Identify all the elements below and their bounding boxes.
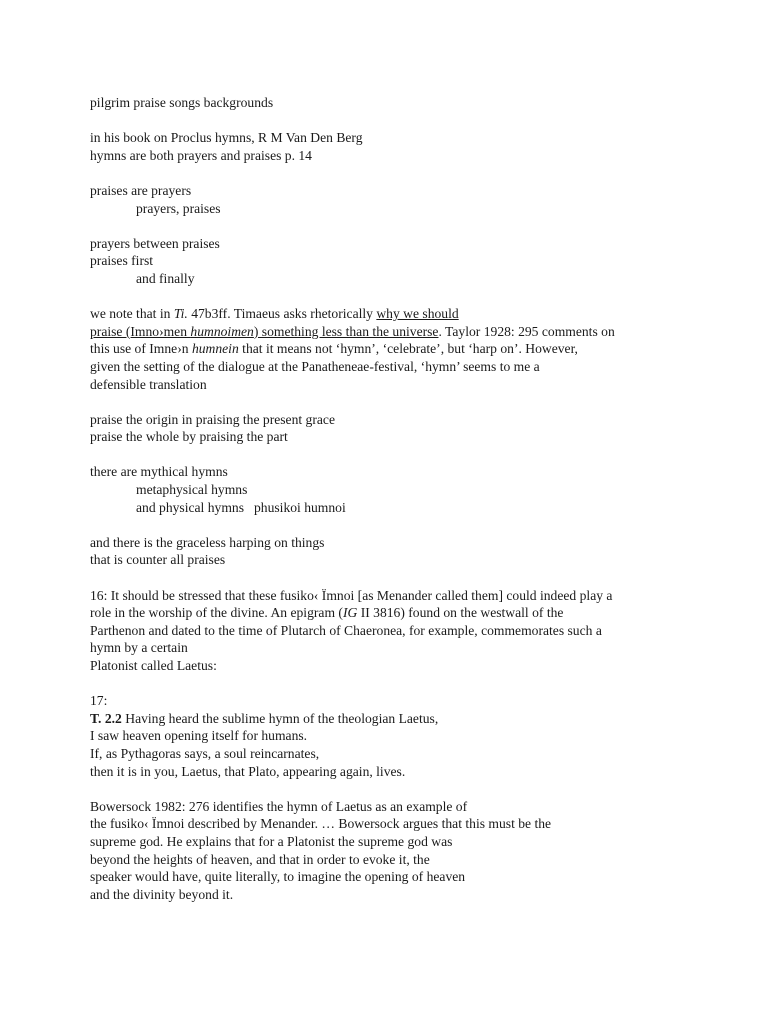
section16-line-3: Parthenon and dated to the time of Plutarch of Chaeronea, for example, commemorates such a [90, 622, 602, 638]
section17-line-1 [90, 710, 690, 728]
graceless-line-2: that is counter all praises [90, 552, 226, 568]
intro-line-1: in his book on Proclus hymns, R M Van Den Berg [90, 130, 363, 146]
text-run: that it means not ‘hymn’, ‘celebrate’, but ‘harp on’. However, [238, 341, 578, 357]
timaeus-line-2 [90, 323, 690, 341]
text-run: ) something less than the universe [253, 323, 439, 339]
section17-number: 17: [90, 693, 108, 709]
hymns-line-1: there are mythical hymns [90, 464, 228, 480]
spacer [90, 288, 690, 306]
text-run: Ti. [173, 306, 188, 322]
prayers-line-1: prayers between praises [90, 235, 220, 251]
testimony-label: T. 2.2 [90, 710, 122, 726]
text-run: 47b3ff. Timaeus asks rhetorically [187, 306, 377, 322]
text-run: phusikoi humnoi [253, 499, 346, 515]
spacer [90, 780, 690, 798]
text-run: and physical hymns [136, 499, 244, 515]
bowersock-line-5: speaker would have, quite literally, to imagine the opening of heaven [90, 869, 466, 885]
text-run: IG [342, 605, 358, 621]
graceless-line-1: and there is the graceless harping on things [90, 534, 325, 550]
document-page [90, 94, 690, 903]
text-run: II 3816) found on the westwall of the [357, 605, 564, 621]
text-run: this use of Imne›n [90, 341, 192, 357]
bowersock-line-3: supreme god. He explains that for a Platonist the supreme god was [90, 833, 453, 849]
text-run: Having heard the sublime hymn of the theologian Laetus, [121, 710, 439, 726]
origin-line-1: praise the origin in praising the present grace [90, 411, 335, 427]
bowersock-line-2: the fusiko‹ Ïmnoi described by Menander. … Bowersock argues that this must be the [90, 816, 552, 832]
hymns-line-2: metaphysical hymns [136, 482, 248, 498]
origin-line-2: praise the whole by praising the part [90, 429, 288, 445]
text-run: humnoimen [190, 323, 254, 339]
text-run: role in the worship of the divine. An epigram ( [90, 605, 343, 621]
section16-line-2 [90, 604, 690, 622]
text-run: . Taylor 1928: 295 comments on [438, 323, 615, 339]
spacer [90, 516, 690, 534]
document-title: pilgrim praise songs backgrounds [90, 95, 274, 110]
text-run: why we should [376, 306, 459, 322]
prayers-line-2: praises first [90, 253, 154, 269]
section17-line-4: then it is in you, Laetus, that Plato, appearing again, lives. [90, 763, 406, 779]
spacer [90, 112, 690, 130]
timaeus-line-1 [90, 305, 690, 323]
timaeus-line-4: given the setting of the dialogue at the Panatheneae-festival, ‘hymn’ seems to me a [90, 358, 540, 374]
timaeus-line-5: defensible translation [90, 376, 207, 392]
bowersock-line-1: Bowersock 1982: 276 identifies the hymn of Laetus as an example of [90, 798, 468, 814]
spacer [90, 446, 690, 464]
intro-line-2: hymns are both prayers and praises p. 14 [90, 147, 312, 163]
text-run: praise (Imno›men [90, 323, 191, 339]
praises-line-1: praises are prayers [90, 182, 192, 198]
section16-line-5: Platonist called Laetus: [90, 658, 217, 673]
timaeus-line-3 [90, 340, 690, 358]
praises-line-2: prayers, praises [136, 200, 221, 216]
section16-line-1: 16: It should be stressed that these fusiko‹ Ïmnoi [as Menander called them] could indeed play a [90, 587, 613, 603]
section17-line-2: I saw heaven opening itself for humans. [90, 728, 308, 744]
bowersock-line-6: and the divinity beyond it. [90, 886, 234, 902]
spacer [90, 217, 690, 235]
section17-line-3: If, as Pythagoras says, a soul reincarnates, [90, 745, 320, 761]
spacer [90, 569, 690, 587]
section16-line-4: hymn by a certain [90, 640, 188, 656]
hymns-line-3 [90, 499, 690, 517]
prayers-line-3: and finally [136, 270, 195, 286]
bowersock-line-4: beyond the heights of heaven, and that in order to evoke it, the [90, 851, 430, 867]
spacer [90, 164, 690, 182]
spacer [90, 675, 690, 693]
text-run: humnein [191, 341, 239, 357]
text-run: we note that in [90, 306, 174, 322]
spacer [90, 393, 690, 411]
